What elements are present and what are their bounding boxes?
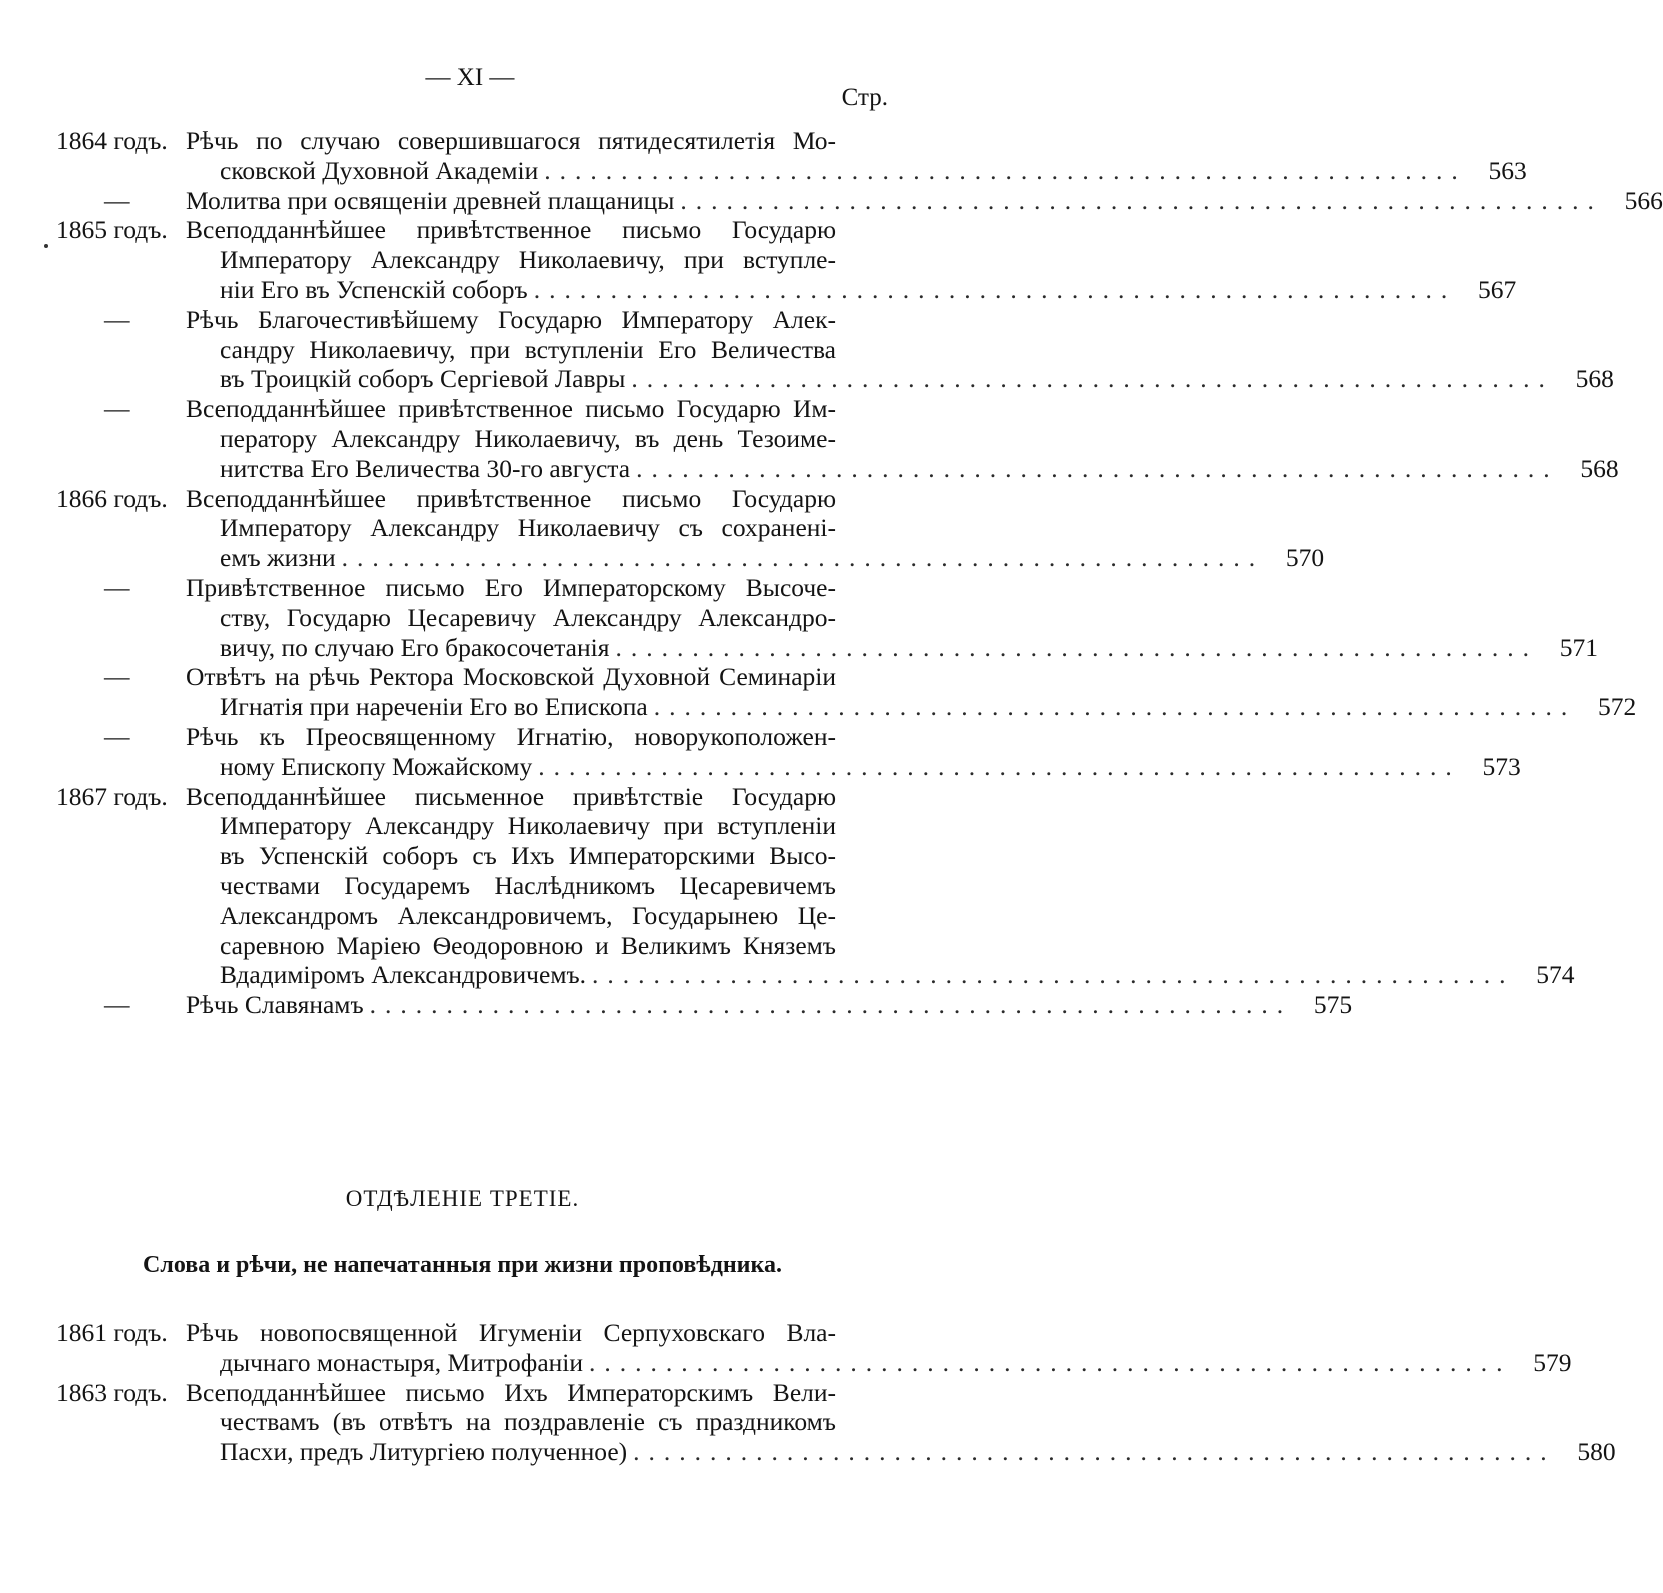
toc-entry [56, 126, 1527, 186]
entry-page-number: 575 [1313, 990, 1353, 1020]
entry-line [186, 662, 888, 692]
entry-year-text: — [104, 990, 130, 1020]
entry-body [186, 483, 1325, 573]
entry-line [186, 1407, 888, 1437]
entry-title-text: Рѣчь Благочестивѣйшему Государю Императору Алек- [186, 304, 836, 334]
entry-line [186, 543, 1325, 573]
entry-line [186, 513, 888, 543]
toc-entry [56, 572, 1598, 662]
entry-title-text: Всеподданнѣйшее привѣтственное письмо Государю [186, 483, 836, 513]
entry-page-number: 568 [1575, 364, 1614, 394]
entry-line [186, 394, 888, 424]
dot-leader: ............................................................ [538, 751, 1461, 781]
entry-line [186, 1347, 1572, 1378]
entry-body [186, 781, 1575, 991]
entry-line [186, 245, 888, 275]
toc-entry [56, 394, 1619, 483]
entry-line [186, 1378, 888, 1408]
toc-entry [56, 483, 1325, 573]
entry-line [186, 573, 888, 603]
entry-page-number: 566 [1624, 185, 1663, 215]
entry-title-text: въ Троицкій соборъ Сергіевой Лавры [220, 364, 626, 394]
entry-body [186, 126, 1527, 186]
entry-title-text: Привѣтственное письмо Его Императорскому Высоче- [186, 572, 836, 602]
dot-leader: ............................................................ [533, 274, 1457, 304]
entry-year [56, 1318, 186, 1378]
entry-body [186, 215, 1517, 304]
entry-page-number: 567 [1477, 274, 1517, 304]
entry-year-text: — [104, 394, 130, 424]
entry-page-number: 568 [1580, 453, 1619, 483]
entry-line [186, 692, 1637, 722]
entry-title-text: сковской Духовной Академіи [220, 155, 539, 185]
entry-year-text: — [104, 572, 130, 602]
entry-line [186, 931, 888, 961]
entry-year-text: 1863 годъ. [56, 1377, 168, 1407]
entry-year-text: — [104, 185, 130, 215]
entry-title-text: нитства Его Величества 30-го августа [220, 453, 631, 483]
entry-line [186, 305, 888, 335]
entry-line [186, 274, 1517, 305]
entry-title-text: вичу, по случаю Его бракосочетанія [220, 632, 610, 662]
entry-year [56, 484, 186, 573]
entry-line [186, 126, 888, 156]
entry-body [186, 304, 1614, 394]
entry-title-text: ству, Государю Цесаревичу Александру Александро- [220, 602, 836, 632]
entry-body [186, 185, 1663, 216]
entry-line [186, 155, 1527, 186]
entry-year-text: 1865 годъ. [56, 215, 168, 245]
table-of-contents-part-three [56, 1318, 1616, 1467]
entry-title-text: Вдадиміромъ Александровичемъ. [220, 960, 587, 990]
entry-line [186, 722, 888, 752]
entry-title-text: Всеподданнѣйшее письмо Ихъ Императорскимъ Вели- [186, 1377, 836, 1407]
entry-body [186, 1318, 1572, 1378]
entry-line [186, 335, 888, 365]
entry-year-text: 1866 годъ. [56, 483, 168, 513]
entry-page-number: 579 [1533, 1347, 1572, 1377]
entry-title-text: Императору Александру Николаевичу съ сохраненi- [220, 513, 836, 543]
entry-line [186, 960, 1575, 990]
entry-body [186, 721, 1521, 782]
toc-entry [56, 662, 1637, 722]
dot-leader: ............................................................ [369, 990, 1293, 1020]
entry-year [56, 394, 186, 483]
toc-entry [56, 304, 1614, 394]
dot-leader: ............................................................ [653, 692, 1577, 722]
entry-title-text: Рѣчь по случаю совершившагося пятидесятилетія Мо- [186, 126, 836, 155]
entry-year-text: — [104, 662, 130, 692]
entry-line [186, 901, 888, 931]
entry-year [56, 722, 186, 782]
entry-year [56, 573, 186, 662]
page-column-label: Стр. [841, 84, 888, 111]
entry-line [186, 811, 888, 841]
entry-page-number: 571 [1559, 632, 1598, 662]
entry-title-text: Рѣчь къ Преосвященному Игнатію, новорукоположен- [186, 721, 836, 751]
entry-year-text: — [104, 304, 130, 334]
entry-title-text: Молитва при освященіи древней плащаницы [186, 185, 675, 215]
entry-title-text: ніи Его въ Успенскій соборъ [220, 274, 528, 304]
entry-title-text: Отвѣтъ на рѣчь Ректора Московской Духовной Семинаріи [186, 662, 836, 692]
entry-page-number: 573 [1482, 751, 1521, 781]
entry-line [186, 453, 1619, 484]
entry-title-text: сандру Николаевичу, при вступленіи Его Величества [220, 334, 836, 364]
entry-line [186, 632, 1598, 663]
entry-title-text: Всеподданнѣйшее привѣтственное письмо Государю Им- [186, 394, 836, 424]
section-subtitle: Слова и рѣчи, не напечатанныя при жизни проповѣдника. [143, 1252, 782, 1278]
entry-line [186, 364, 1614, 394]
entry-page-number: 572 [1598, 692, 1637, 722]
entry-line [186, 215, 888, 245]
entry-year [56, 126, 186, 186]
entry-body [186, 394, 1619, 483]
dot-leader: ............................................................ [544, 155, 1467, 185]
entry-year [56, 1378, 186, 1467]
entry-title-text: ператору Александру Николаевичу, въ день Тезоиме- [220, 423, 836, 453]
dot-leader: ............................................................ [633, 1437, 1556, 1467]
entry-year [56, 662, 186, 722]
entry-year-text: 1864 годъ. [56, 126, 168, 155]
dot-leader: ............................................................ [680, 185, 1603, 215]
entry-year [56, 990, 186, 1020]
entry-line [186, 841, 888, 871]
toc-entry [56, 721, 1521, 782]
dot-leader: ............................................................ [592, 960, 1515, 990]
entry-year [56, 782, 186, 991]
entry-title-text: Пасхи, предъ Литургіею полученное) [220, 1437, 628, 1467]
dot-leader: ............................................................ [589, 1347, 1512, 1377]
entry-line [186, 603, 888, 633]
dot-leader: ............................................................ [341, 543, 1265, 573]
entry-line [186, 1318, 888, 1348]
entry-year-text: 1861 годъ. [56, 1318, 168, 1347]
entry-title-text: чествами Государемъ Наслѣдникомъ Цесаревичемъ [220, 870, 836, 900]
print-speck [44, 244, 48, 248]
toc-entry [56, 1377, 1616, 1467]
entry-title-text: дычнаго монастыря, Митрофаніи [220, 1347, 584, 1377]
dot-leader: ............................................................ [636, 453, 1559, 483]
entry-line [186, 484, 888, 514]
entry-line [186, 871, 888, 901]
toc-entry [56, 990, 1353, 1020]
entry-title-text: Рѣчь Славянамъ [186, 990, 364, 1020]
entry-page-number: 563 [1488, 155, 1527, 185]
entry-title-text: Игнатія при нареченіи Его во Епископа [220, 692, 648, 722]
entry-page-number: 580 [1577, 1437, 1616, 1467]
entry-title-text: Рѣчь новопосвященной Игуменіи Серпуховскаго Вла- [186, 1318, 836, 1347]
entry-title-text: Всеподданнѣйшее письменное привѣтствіе Государю [186, 781, 836, 811]
entry-year-text: 1867 годъ. [56, 781, 168, 811]
toc-entry [56, 781, 1575, 991]
entry-title-text: въ Успенскій соборъ съ Ихъ Императорскими Высо- [220, 841, 836, 871]
entry-year-text: — [104, 721, 130, 751]
toc-entry [56, 1318, 1572, 1378]
entry-line [186, 185, 1663, 216]
section-title: ОТДѢЛЕНІЕ ТРЕТІЕ. [345, 1186, 580, 1211]
entry-line [186, 751, 1521, 782]
toc-entry [56, 185, 1663, 216]
entry-body [186, 572, 1598, 662]
entry-page-number: 574 [1536, 960, 1575, 990]
entry-line [186, 990, 1353, 1020]
entry-title-text: ному Епископу Можайскому [220, 751, 533, 781]
entry-title-text: Императору Александру Николаевичу, при вступле- [220, 245, 836, 275]
entry-line [186, 1437, 1616, 1467]
entry-title-text: саревною Маріею Ѳеодоровною и Великимъ Княземъ [220, 930, 836, 960]
entry-page-number: 570 [1285, 543, 1325, 573]
entry-year [56, 186, 186, 216]
dot-leader: ............................................................ [615, 632, 1538, 662]
entry-title-text: Всеподданнѣйшее привѣтственное письмо Государю [186, 215, 836, 245]
entry-line [186, 782, 888, 812]
entry-title-text: Императору Александру Николаевичу при вступленіи [220, 811, 836, 841]
entry-title-text: Александромъ Александровичемъ, Государынею Це- [220, 900, 836, 930]
entry-body [186, 990, 1353, 1020]
entry-body [186, 1377, 1616, 1467]
entry-year [56, 305, 186, 394]
table-of-contents-part-two [56, 126, 1663, 1020]
entry-body [186, 662, 1637, 722]
toc-entry [56, 215, 1517, 304]
page-number: — XI — [425, 64, 515, 91]
entry-title-text: чествамъ (въ отвѣтъ на поздравленіе съ праздникомъ [220, 1407, 836, 1437]
entry-title-text: емъ жизни [220, 543, 336, 573]
dot-leader: ............................................................ [631, 364, 1554, 394]
entry-line [186, 424, 888, 454]
entry-year [56, 215, 186, 304]
